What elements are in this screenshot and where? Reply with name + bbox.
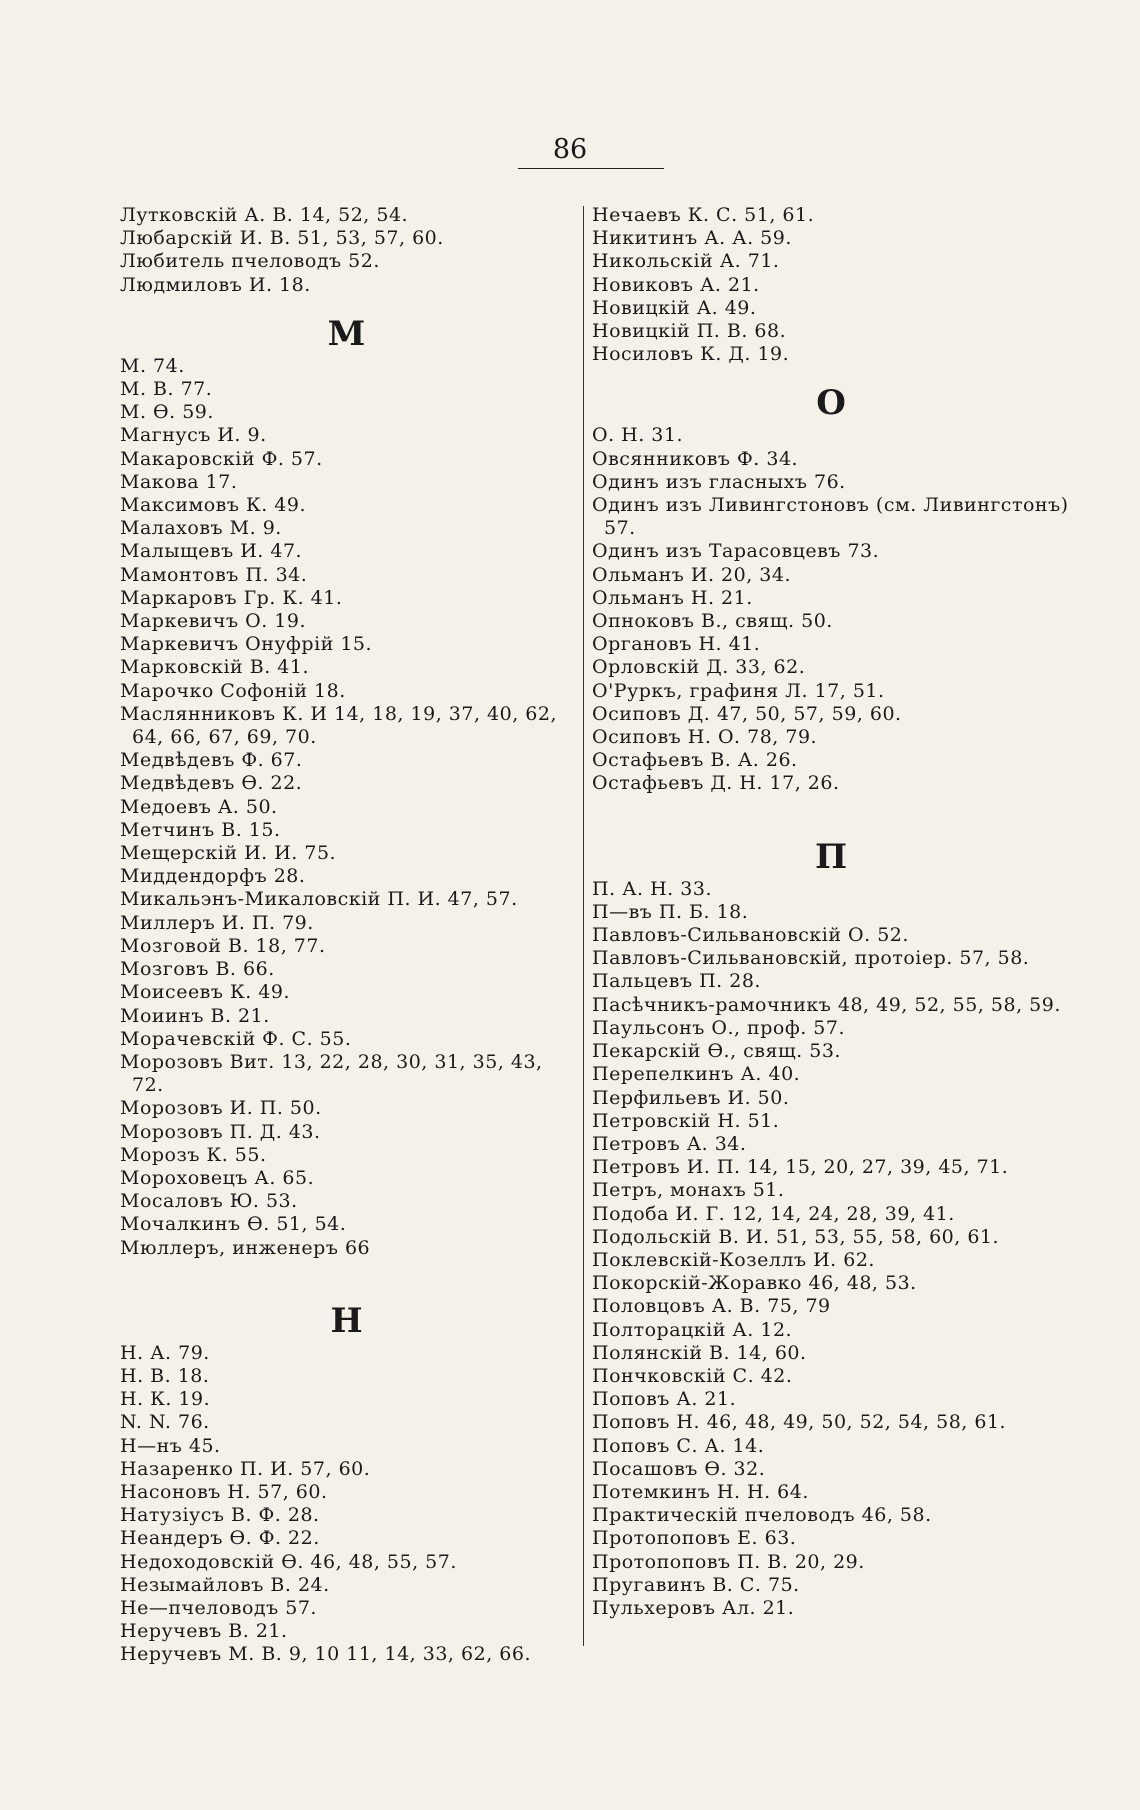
index-entry: Полянскій В. 14, 60.: [592, 1341, 807, 1364]
index-entry: Маркаровъ Гр. К. 41.: [120, 586, 343, 609]
index-entry: П—въ П. Б. 18.: [592, 900, 749, 923]
index-entry: Петровъ А. 34.: [592, 1132, 747, 1155]
index-entry: Ольманъ Н. 21.: [592, 586, 753, 609]
index-entry: Мамонтовъ П. 34.: [120, 563, 308, 586]
index-entry: Поповъ С. А. 14.: [592, 1434, 765, 1457]
index-entry: Недоходовскій Ѳ. 46, 48, 55, 57.: [120, 1550, 457, 1573]
index-entry: Пругавинъ В. С. 75.: [592, 1573, 800, 1596]
index-entry: Одинъ изъ гласныхъ 76.: [592, 470, 846, 493]
index-entry: Одинъ изъ Ливингстоновъ (см. Ливингстонъ) 57.: [592, 494, 1069, 540]
index-entry: Петръ, монахъ 51.: [592, 1179, 785, 1202]
index-entry: Насоновъ Н. 57, 60.: [120, 1480, 328, 1503]
index-entry: Практическій пчеловодъ 46, 58.: [592, 1504, 932, 1527]
index-entry: Любарскій И. В. 51, 53, 57, 60.: [120, 227, 444, 250]
index-entry: Незымайловъ В. 24.: [120, 1573, 330, 1596]
index-entry: Медвѣдевъ Ѳ. 22.: [120, 772, 303, 795]
index-entry: N. N. 76.: [120, 1411, 210, 1434]
index-entry: Лутковскій А. В. 14, 52, 54.: [120, 204, 409, 226]
index-entry: Протопоповъ П. В. 20, 29.: [592, 1550, 865, 1573]
index-entry: Назаренко П. И. 57, 60.: [120, 1457, 371, 1480]
index-entry: Малыщевъ И. 47.: [120, 540, 303, 563]
index-entry: Мозговъ В. 66.: [120, 958, 275, 981]
index-entry: Макаровскій Ф. 57.: [120, 447, 323, 470]
index-entry: Морачевскій Ф. С. 55.: [120, 1027, 352, 1050]
index-entry: О. Н. 31.: [592, 424, 684, 447]
index-entry: Неручевъ М. В. 9, 10 11, 14, 33, 62, 66.: [120, 1643, 531, 1666]
index-entry: Посашовъ Ѳ. 32.: [592, 1457, 766, 1480]
index-entry: Миддендорфъ 28.: [120, 865, 306, 888]
index-entry: Маркевичъ О. 19.: [120, 610, 306, 633]
index-entry: М. Ѳ. 59.: [120, 401, 214, 424]
index-entry: Петровскій Н. 51.: [592, 1109, 780, 1132]
index-entry: Н. К. 19.: [120, 1388, 211, 1411]
index-entry: Н—нъ 45.: [120, 1434, 221, 1457]
index-entry: Полторацкій А. 12.: [592, 1318, 793, 1341]
index-entry: Половцовъ А. В. 75, 79: [592, 1295, 831, 1318]
index-entry: Носиловъ К. Д. 19.: [592, 343, 790, 366]
index-entry: Пекарскій Ѳ., свящ. 53.: [592, 1040, 841, 1063]
index-entry: Опноковъ В., свящ. 50.: [592, 610, 833, 633]
index-entry: П. А. Н. 33.: [592, 877, 712, 900]
index-entry: Морозовъ И. П. 50.: [120, 1097, 322, 1120]
section-letter-heading: О: [816, 383, 848, 424]
index-entry: Мюллеръ, инженеръ 66: [120, 1236, 371, 1259]
index-entry: Людмиловъ И. 18.: [120, 273, 311, 296]
header-rule: [518, 168, 664, 169]
index-entry: Метчинъ В. 15.: [120, 818, 281, 841]
index-entry: Потемкинъ Н. Н. 64.: [592, 1480, 809, 1503]
index-entry: Малаховъ М. 9.: [120, 517, 282, 540]
index-entry: Н. А. 79.: [120, 1341, 210, 1364]
index-entry: Перфильевъ И. 50.: [592, 1086, 790, 1109]
index-entry: Медоевъ А. 50.: [120, 795, 278, 818]
section-letter-heading: П: [814, 836, 850, 877]
index-entry: О'Руркъ, графиня Л. 17, 51.: [592, 679, 885, 702]
index-entry: Маркевичъ Онуфрій 15.: [120, 633, 373, 656]
index-entry: Протопоповъ Е. 63.: [592, 1527, 797, 1550]
index-entry: Пульхеровъ Ал. 21.: [592, 1596, 795, 1619]
index-entry: Марковскій В. 41.: [120, 656, 310, 679]
index-entry: Маслянниковъ К. И 14, 18, 19, 37, 40, 62, 64, 66, 67, 69, 70.: [120, 702, 557, 749]
index-entry: Никольскій А. 71.: [592, 250, 780, 273]
index-entry: Моиинъ В. 21.: [120, 1004, 270, 1027]
index-entry: Нечаевъ К. С. 51, 61.: [592, 204, 815, 226]
index-entry: Неручевъ В. 21.: [120, 1620, 288, 1643]
index-entry: Новиковъ А. 21.: [592, 273, 760, 296]
index-column-left: [120, 204, 575, 1667]
index-entry: Морозовъ Вит. 13, 22, 28, 30, 31, 35, 43, 72.: [120, 1050, 543, 1097]
section-letter-heading: M: [327, 313, 368, 354]
index-entry: Органовъ Н. 41.: [592, 633, 761, 656]
index-entry: Мороховецъ А. 65.: [120, 1166, 315, 1189]
index-entry: Морозъ К. 55.: [120, 1143, 267, 1166]
section-letter-heading: Н: [330, 1300, 365, 1341]
index-entry: Новицкій П. В. 68.: [592, 320, 787, 343]
index-entry: Павловъ-Сильвановскій О. 52.: [592, 924, 909, 947]
index-entry: Осиповъ Н. О. 78, 79.: [592, 726, 818, 749]
index-entry: Н. В. 18.: [120, 1364, 210, 1387]
index-entry: Подоба И. Г. 12, 14, 24, 28, 39, 41.: [592, 1202, 955, 1225]
index-entry: Максимовъ К. 49.: [120, 494, 307, 517]
index-entry: Поповъ Н. 46, 48, 49, 50, 52, 54, 58, 61.: [592, 1411, 1007, 1434]
index-entry: Павловъ-Сильвановскій, протоіер. 57, 58.: [592, 947, 1030, 970]
index-entry: М. 74.: [120, 354, 185, 377]
index-entry: Любитель пчеловодъ 52.: [120, 250, 380, 273]
index-entry: Пасѣчникъ-рамочникъ 48, 49, 52, 55, 58, 59.: [592, 993, 1061, 1016]
index-entry: Ольманъ И. 20, 34.: [592, 563, 792, 586]
index-entry: Морозовъ П. Д. 43.: [120, 1120, 321, 1143]
index-entry: Моисеевъ К. 49.: [120, 981, 291, 1004]
index-entry: Магнусъ И. 9.: [120, 424, 267, 447]
index-entry: Подольскій В. И. 51, 53, 55, 58, 60, 61.: [592, 1225, 1000, 1248]
index-entry: Мочалкинъ Ѳ. 51, 54.: [120, 1213, 347, 1236]
index-entry: Овсянниковъ Ф. 34.: [592, 447, 799, 470]
index-entry: Мосаловъ Ю. 53.: [120, 1190, 298, 1213]
index-entry: Миллеръ И. П. 79.: [120, 911, 314, 934]
index-entry: Одинъ изъ Тарасовцевъ 73.: [592, 540, 880, 563]
index-entry: Никитинъ А. А. 59.: [592, 227, 792, 250]
index-entry: Петровъ И. П. 14, 15, 20, 27, 39, 45, 71.: [592, 1156, 1009, 1179]
section-gap: [592, 796, 1072, 820]
index-entry: Остафьевъ Д. Н. 17, 26.: [592, 772, 840, 795]
index-entry: Пончковскій С. 42.: [592, 1364, 793, 1387]
index-entry: Паульсонъ О., проф. 57.: [592, 1016, 845, 1039]
column-divider: [583, 206, 584, 1646]
index-entry: Пальцевъ П. 28.: [592, 970, 761, 993]
index-entry: Натузіусъ В. Ф. 28.: [120, 1504, 320, 1527]
page-number: 86: [552, 134, 588, 165]
index-entry: Не—пчеловодъ 57.: [120, 1596, 317, 1619]
index-entry: Поклевскій-Козеллъ И. 62.: [592, 1248, 875, 1271]
index-entry: Мозговой В. 18, 77.: [120, 934, 326, 957]
index-entry: Остафьевъ В. А. 26.: [592, 749, 798, 772]
index-entry: Орловскій Д. 33, 62.: [592, 656, 806, 679]
index-entry: Осиповъ Д. 47, 50, 57, 59, 60.: [592, 702, 902, 725]
index-entry: Макова 17.: [120, 470, 238, 493]
index-entry: Мещерскій И. И. 75.: [120, 842, 337, 865]
index-column-right: [592, 204, 1072, 1620]
index-entry: Марочко Софоній 18.: [120, 679, 346, 702]
index-entry: Поповъ А. 21.: [592, 1388, 737, 1411]
index-entry: Перепелкинъ А. 40.: [592, 1063, 801, 1086]
index-entry: Микальэнъ-Микаловскій П. И. 47, 57.: [120, 888, 518, 911]
index-entry: М. В. 77.: [120, 378, 213, 401]
index-entry: Покорскій-Жоравко 46, 48, 53.: [592, 1272, 917, 1295]
index-entry: Медвѣдевъ Ф. 67.: [120, 749, 303, 772]
index-entry: Неандеръ Ѳ. Ф. 22.: [120, 1527, 320, 1550]
section-gap: [120, 1260, 575, 1284]
index-entry: Новицкій А. 49.: [592, 296, 757, 319]
